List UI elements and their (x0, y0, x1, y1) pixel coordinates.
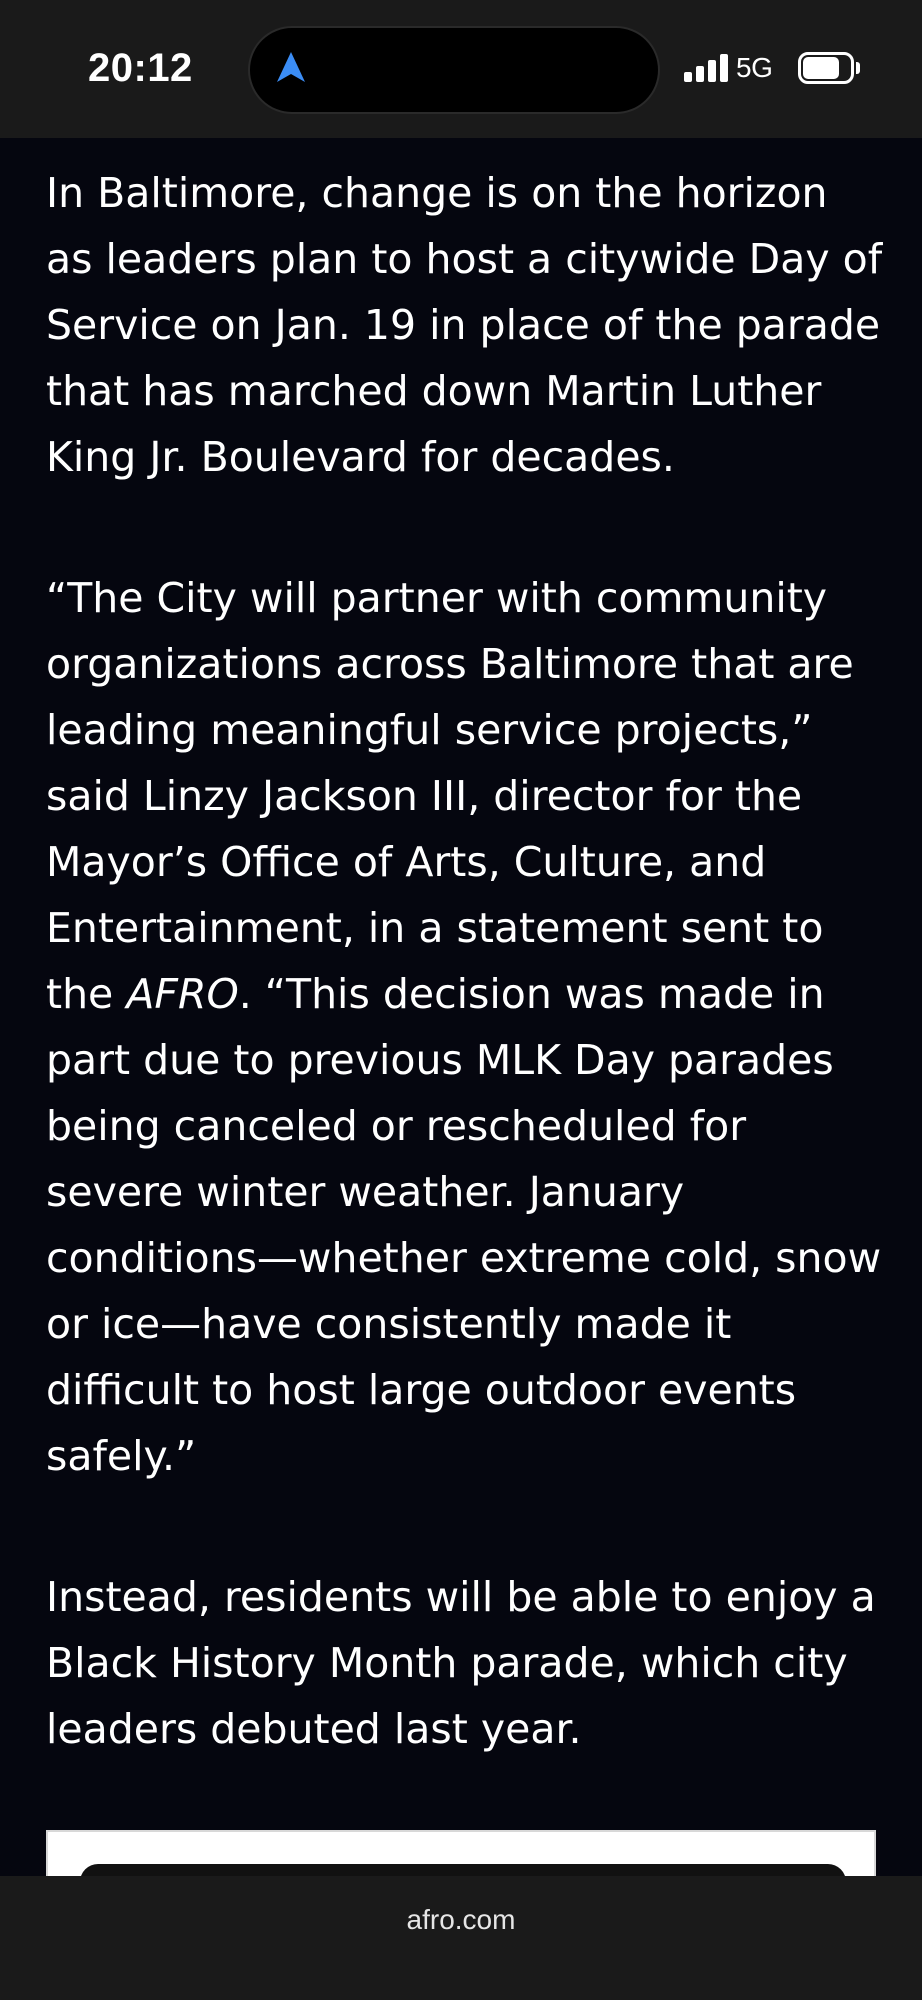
article-paragraph: Instead, residents will be able to enjoy a Black History Month parade, which city leaders debuted last year. (46, 1573, 876, 1753)
signal-bars-icon (684, 54, 728, 82)
quote-text-end: . “This decision was made in part due to previous MLK Day parades being canceled or rescheduled for severe winter weather. January conditions—whether extreme cold, snow or ice—have consistently made it difficult to host large outdoor events safely.” (46, 970, 882, 1480)
status-bar (0, 0, 922, 138)
dynamic-island (248, 26, 660, 114)
article-body (46, 160, 886, 1762)
battery-icon (798, 52, 860, 84)
browser-address-bar[interactable] (0, 1876, 922, 2000)
network-label: 5G (736, 52, 773, 83)
status-time: 20:12 (88, 46, 193, 90)
quote-text-start: “The City will partner with community organizations across Baltimore that are leading meaningful service projects,” said Linzy Jackson III, director for the Mayor’s Office of Arts, Culture, and Entertainment, in a statement sent to the (46, 574, 854, 1018)
location-arrow-icon (274, 50, 308, 84)
article-paragraph-quote (46, 565, 886, 1489)
article-paragraph: In Baltimore, change is on the horizon as leaders plan to host a citywide Day of Service on Jan. 19 in place of the parade that has marched down Martin Luther King Jr. Boulevard for decades. (46, 169, 883, 481)
url-label[interactable]: afro.com (406, 1904, 516, 1935)
publication-name: AFRO (126, 970, 239, 1018)
